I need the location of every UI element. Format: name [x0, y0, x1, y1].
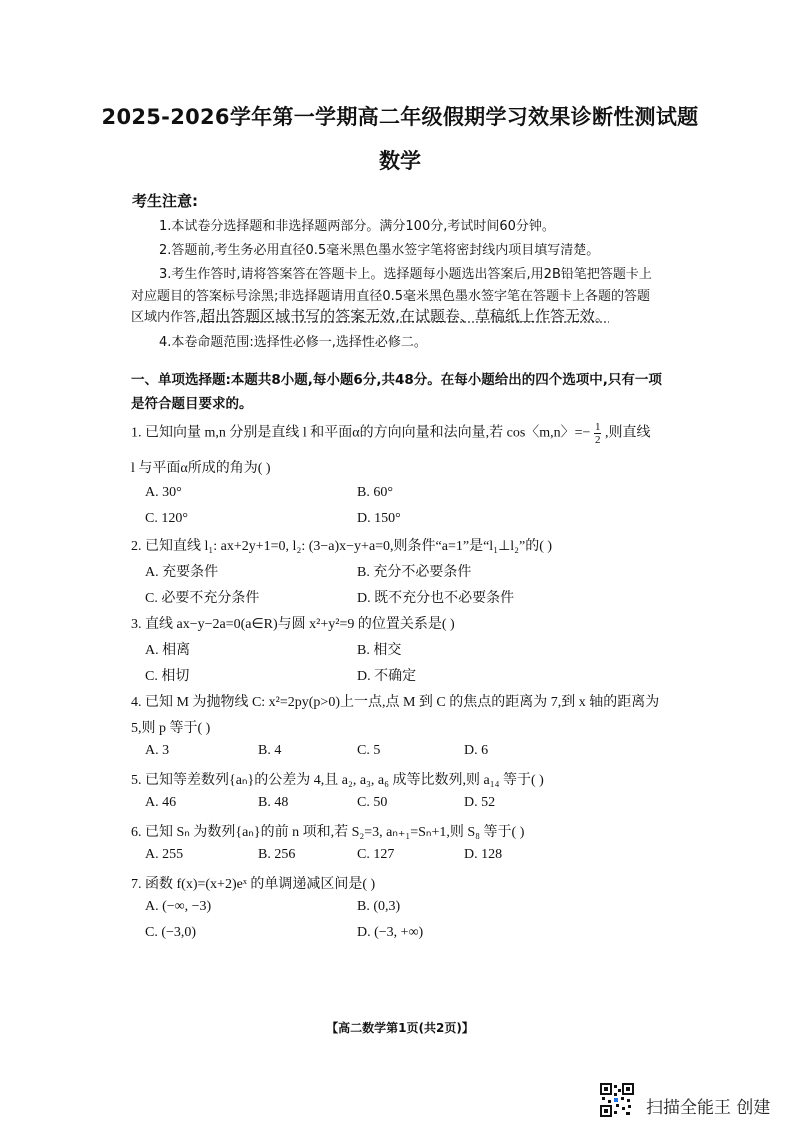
question-4-option-b: B. 4 — [258, 743, 282, 758]
question-1-option-b: B. 60° — [357, 485, 393, 500]
question-2-option-d: D. 既不充分也不必要条件 — [357, 591, 515, 606]
exam-title: 2025-2026学年第一学期高二年级假期学习效果诊断性测试题 — [101, 105, 699, 129]
question-1-line2: l 与平面α所成的角为( ) — [131, 461, 271, 476]
question-5-option-c: C. 50 — [357, 795, 388, 810]
question-7-option-a: A. (−∞, −3) — [145, 899, 212, 914]
question-5-option-b: B. 48 — [258, 795, 289, 810]
question-1-line1 — [131, 421, 650, 446]
question-7-text: 7. 函数 f(x)=(x+2)eˣ 的单调递减区间是( ) — [131, 877, 376, 892]
question-2-option-c: C. 必要不充分条件 — [145, 591, 260, 606]
question-4-option-d: D. 6 — [464, 743, 489, 758]
watermark-text: 扫描全能王 创建 — [646, 1098, 771, 1118]
question-5-option-d: D. 52 — [464, 795, 496, 810]
question-1-fraction — [594, 421, 602, 446]
question-6-text: 6. 已知 Sₙ 为数列{aₙ}的前 n 项和,若 S₂=3, aₙ₊₁=Sₙ+1,则 S₈ 等于( ) — [131, 825, 525, 840]
question-4-option-a: A. 3 — [145, 743, 170, 758]
fraction-numerator: 1 — [594, 421, 601, 433]
question-1-option-a: A. 30° — [145, 485, 182, 500]
notice-item-3: 3.考生作答时,请将答案答在答题卡上。选择题每小题选出答案后,用2B铅笔把答题卡上 — [159, 267, 652, 282]
notice-item-1: 1.本试卷分选择题和非选择题两部分。满分100分,考试时间60分钟。 — [159, 219, 555, 234]
notice-emphasis: 超出答题区域书写的答案无效,在试题卷、草稿纸上作答无效。 — [200, 307, 610, 325]
question-7-option-c: C. (−3,0) — [145, 925, 197, 940]
notice-item-3-cont: 对应题目的答案标号涂黑;非选择题请用直径0.5毫米黑色墨水签字笔在答题卡上各题的答题 — [131, 289, 651, 304]
exam-subject: 数学 — [379, 149, 421, 173]
question-4-line1: 4. 已知 M 为抛物线 C: x²=2py(p>0)上一点,点 M 到 C 的焦点的距离为 7,到 x 轴的距离为 — [131, 695, 660, 710]
question-1-option-c: C. 120° — [145, 511, 188, 526]
notice-item-2: 2.答题前,考生务必用直径0.5毫米黑色墨水签字笔将密封线内项目填写清楚。 — [159, 243, 600, 258]
question-4-line2: 5,则 p 等于( ) — [131, 721, 211, 736]
question-1-option-d: D. 150° — [357, 511, 401, 526]
question-7-option-b: B. (0,3) — [357, 899, 401, 914]
question-3-option-d: D. 不确定 — [357, 669, 417, 684]
question-3-option-b: B. 相交 — [357, 643, 402, 658]
page-footer: 【高二数学第1页(共2页)】 — [326, 1021, 474, 1035]
question-1-text-a: 1. 已知向量 m,n 分别是直线 l 和平面α的方向向量和法向量,若 cos〈m,n〉=− — [131, 425, 591, 441]
section-heading-line2: 是符合题目要求的。 — [131, 396, 253, 412]
notice-item-3-line3 — [131, 305, 610, 326]
notice-item-4: 4.本卷命题范围:选择性必修一,选择性必修二。 — [159, 335, 427, 350]
question-5-option-a: A. 46 — [145, 795, 177, 810]
question-6-option-d: D. 128 — [464, 847, 503, 862]
question-2-option-a: A. 充要条件 — [145, 565, 219, 580]
question-4-option-c: C. 5 — [357, 743, 381, 758]
question-1-text-b: ,则直线 — [604, 425, 651, 441]
question-6-option-c: C. 127 — [357, 847, 395, 862]
question-3-option-a: A. 相离 — [145, 643, 191, 658]
question-3-option-c: C. 相切 — [145, 669, 190, 684]
qr-code-icon — [600, 1083, 634, 1117]
question-6-option-a: A. 255 — [145, 847, 184, 862]
fraction-denominator: 2 — [594, 434, 601, 446]
question-6-option-b: B. 256 — [258, 847, 296, 862]
section-heading-line1: 一、单项选择题:本题共8小题,每小题6分,共48分。在每小题给出的四个选项中,只有一项 — [131, 372, 662, 388]
question-2-text: 2. 已知直线 l₁: ax+2y+1=0, l₂: (3−a)x−y+a=0,则条件“a=1”是“l₁⊥l₂”的( ) — [131, 539, 553, 554]
notice-heading: 考生注意: — [132, 192, 198, 210]
question-2-option-b: B. 充分不必要条件 — [357, 565, 472, 580]
notice-item-3-end: 区域内作答, — [131, 310, 201, 325]
question-5-text: 5. 已知等差数列{aₙ}的公差为 4,且 a₂, a₃, a₆ 成等比数列,则 a₁₄ 等于( ) — [131, 773, 544, 788]
question-3-text: 3. 直线 ax−y−2a=0(a∈R)与圆 x²+y²=9 的位置关系是( ) — [131, 617, 455, 632]
question-7-option-d: D. (−3, +∞) — [357, 925, 424, 940]
